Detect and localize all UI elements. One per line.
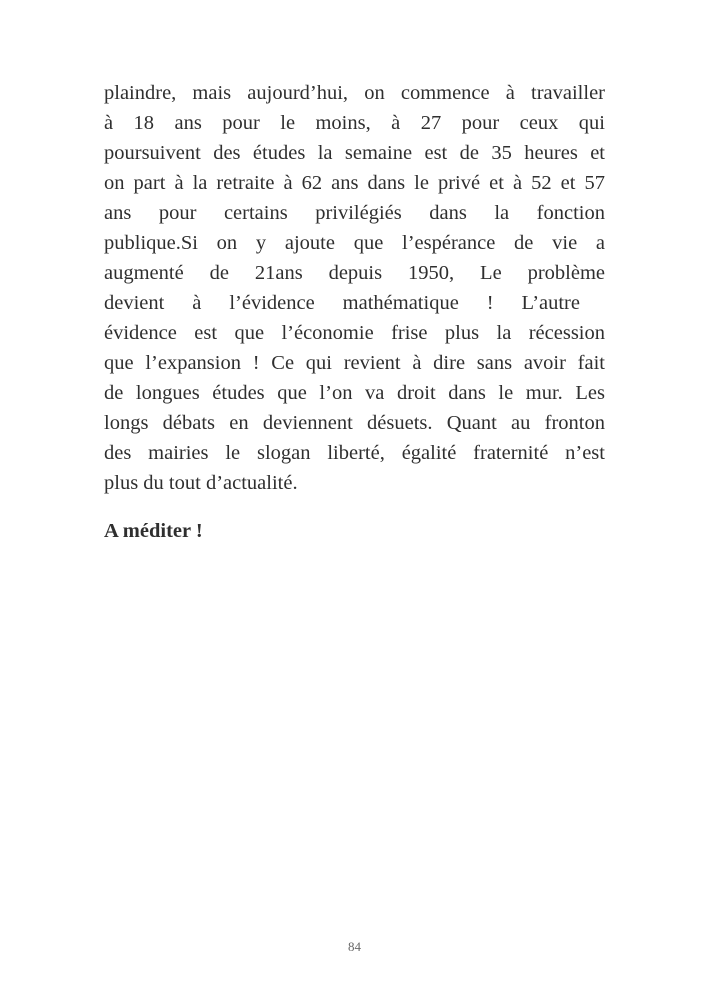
paragraph-line: augmenté de 21ans depuis 1950, Le problème [104, 262, 605, 284]
page-text-block [104, 78, 605, 546]
paragraph-line: ans pour certains privilégiés dans la fonction [104, 202, 605, 224]
paragraph-line: que l’expansion ! Ce qui revient à dire sans avoir fait [104, 352, 605, 374]
page-number: 84 [348, 939, 361, 954]
paragraph-line: plaindre, mais aujourd’hui, on commence à travailler [104, 82, 605, 104]
paragraph-line: devient à l’évidence mathématique ! L’autre [104, 292, 580, 314]
paragraph-line: évidence est que l’économie frise plus la récession [104, 322, 605, 344]
paragraph-line: publique.Si on y ajoute que l’espérance de vie a [104, 232, 605, 254]
section-heading: A méditer ! [104, 520, 203, 542]
paragraph-line: à 18 ans pour le moins, à 27 pour ceux qui [104, 112, 605, 134]
paragraph-line: des mairies le slogan liberté, égalité fraternité n’est [104, 442, 605, 464]
paragraph-line: de longues études que l’on va droit dans le mur. Les [104, 382, 605, 404]
paragraph-line: on part à la retraite à 62 ans dans le privé et à 52 et 57 [104, 172, 605, 194]
paragraph-line: plus du tout d’actualité. [104, 472, 298, 494]
paragraph-line: poursuivent des études la semaine est de 35 heures et [104, 142, 605, 164]
paragraph-line: longs débats en deviennent désuets. Quant au fronton [104, 412, 605, 434]
